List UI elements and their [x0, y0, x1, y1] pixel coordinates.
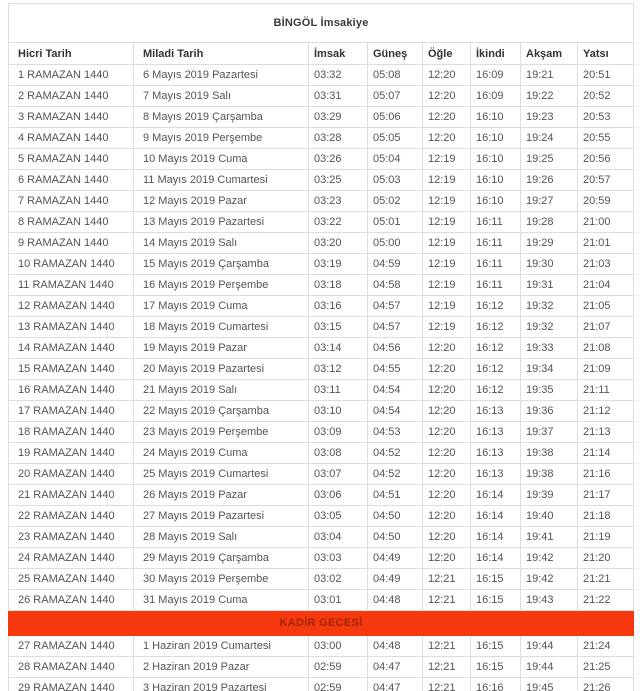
time-cell: 19:27 — [521, 191, 578, 212]
time-cell: 16:12 — [471, 317, 521, 338]
column-header-3: İmsak — [309, 43, 368, 65]
time-cell: 19:39 — [521, 485, 578, 506]
table-body — [9, 65, 634, 691]
time-cell: 12:20 — [423, 422, 471, 443]
time-cell: 05:06 — [368, 107, 423, 128]
time-cell: 21:22 — [578, 590, 634, 611]
time-cell: 19:25 — [521, 149, 578, 170]
miladi-date-cell: 26 Mayıs 2019 Pazar — [134, 485, 309, 506]
hicri-date-cell: 24 RAMAZAN 1440 — [9, 548, 134, 569]
imsakiye-page — [0, 3, 640, 691]
time-cell: 03:08 — [309, 443, 368, 464]
table-row — [9, 86, 634, 107]
time-cell: 04:54 — [368, 401, 423, 422]
time-cell: 04:56 — [368, 338, 423, 359]
time-cell: 16:11 — [471, 233, 521, 254]
time-cell: 16:14 — [471, 548, 521, 569]
table-row — [9, 569, 634, 590]
hicri-date-cell: 5 RAMAZAN 1440 — [9, 149, 134, 170]
table-row — [9, 149, 634, 170]
time-cell: 16:11 — [471, 212, 521, 233]
hicri-date-cell: 29 RAMAZAN 1440 — [9, 678, 134, 691]
time-cell: 21:00 — [578, 212, 634, 233]
hicri-date-cell: 23 RAMAZAN 1440 — [9, 527, 134, 548]
hicri-date-cell: 16 RAMAZAN 1440 — [9, 380, 134, 401]
time-cell: 19:34 — [521, 359, 578, 380]
miladi-date-cell: 13 Mayıs 2019 Pazartesi — [134, 212, 309, 233]
time-cell: 12:19 — [423, 296, 471, 317]
miladi-date-cell: 21 Mayıs 2019 Salı — [134, 380, 309, 401]
miladi-date-cell: 19 Mayıs 2019 Pazar — [134, 338, 309, 359]
time-cell: 03:18 — [309, 275, 368, 296]
kadir-gecesi-label: KADİR GECESİ — [9, 611, 634, 636]
table-row — [9, 678, 634, 691]
time-cell: 19:32 — [521, 317, 578, 338]
table-row — [9, 657, 634, 678]
time-cell: 03:05 — [309, 506, 368, 527]
table-row — [9, 107, 634, 128]
time-cell: 19:21 — [521, 65, 578, 86]
column-header-6: İkindi — [471, 43, 521, 65]
time-cell: 04:52 — [368, 443, 423, 464]
time-cell: 12:20 — [423, 65, 471, 86]
time-cell: 12:21 — [423, 636, 471, 657]
miladi-date-cell: 24 Mayıs 2019 Cuma — [134, 443, 309, 464]
time-cell: 12:20 — [423, 107, 471, 128]
time-cell: 12:20 — [423, 485, 471, 506]
time-cell: 12:20 — [423, 359, 471, 380]
time-cell: 16:10 — [471, 191, 521, 212]
time-cell: 03:10 — [309, 401, 368, 422]
table-row — [9, 590, 634, 611]
table-row — [9, 212, 634, 233]
hicri-date-cell: 3 RAMAZAN 1440 — [9, 107, 134, 128]
time-cell: 16:13 — [471, 401, 521, 422]
time-cell: 16:09 — [471, 86, 521, 107]
time-cell: 03:00 — [309, 636, 368, 657]
time-cell: 19:28 — [521, 212, 578, 233]
table-row — [9, 65, 634, 86]
time-cell: 16:10 — [471, 107, 521, 128]
time-cell: 02:59 — [309, 657, 368, 678]
time-cell: 21:07 — [578, 317, 634, 338]
hicri-date-cell: 8 RAMAZAN 1440 — [9, 212, 134, 233]
time-cell: 03:11 — [309, 380, 368, 401]
time-cell: 05:07 — [368, 86, 423, 107]
hicri-date-cell: 1 RAMAZAN 1440 — [9, 65, 134, 86]
time-cell: 19:41 — [521, 527, 578, 548]
time-cell: 12:20 — [423, 464, 471, 485]
hicri-date-cell: 12 RAMAZAN 1440 — [9, 296, 134, 317]
time-cell: 12:20 — [423, 338, 471, 359]
miladi-date-cell: 14 Mayıs 2019 Salı — [134, 233, 309, 254]
kadir-gecesi-banner-row — [9, 611, 634, 636]
hicri-date-cell: 4 RAMAZAN 1440 — [9, 128, 134, 149]
time-cell: 20:56 — [578, 149, 634, 170]
time-cell: 16:15 — [471, 657, 521, 678]
time-cell: 04:59 — [368, 254, 423, 275]
table-row — [9, 527, 634, 548]
time-cell: 12:19 — [423, 170, 471, 191]
miladi-date-cell: 3 Haziran 2019 Pazartesi — [134, 678, 309, 691]
hicri-date-cell: 6 RAMAZAN 1440 — [9, 170, 134, 191]
table-row — [9, 485, 634, 506]
time-cell: 16:15 — [471, 636, 521, 657]
time-cell: 21:25 — [578, 657, 634, 678]
time-cell: 19:42 — [521, 569, 578, 590]
table-row — [9, 636, 634, 657]
table-row — [9, 233, 634, 254]
time-cell: 12:21 — [423, 569, 471, 590]
time-cell: 16:13 — [471, 443, 521, 464]
time-cell: 21:11 — [578, 380, 634, 401]
miladi-date-cell: 12 Mayıs 2019 Pazar — [134, 191, 309, 212]
time-cell: 21:12 — [578, 401, 634, 422]
table-row — [9, 422, 634, 443]
time-cell: 12:19 — [423, 254, 471, 275]
time-cell: 21:01 — [578, 233, 634, 254]
time-cell: 04:51 — [368, 485, 423, 506]
hicri-date-cell: 17 RAMAZAN 1440 — [9, 401, 134, 422]
time-cell: 04:53 — [368, 422, 423, 443]
time-cell: 03:02 — [309, 569, 368, 590]
time-cell: 04:57 — [368, 296, 423, 317]
time-cell: 16:13 — [471, 464, 521, 485]
time-cell: 03:25 — [309, 170, 368, 191]
time-cell: 21:20 — [578, 548, 634, 569]
hicri-date-cell: 15 RAMAZAN 1440 — [9, 359, 134, 380]
time-cell: 03:16 — [309, 296, 368, 317]
time-cell: 05:01 — [368, 212, 423, 233]
time-cell: 03:28 — [309, 128, 368, 149]
miladi-date-cell: 27 Mayıs 2019 Pazartesi — [134, 506, 309, 527]
time-cell: 16:15 — [471, 569, 521, 590]
time-cell: 16:10 — [471, 170, 521, 191]
time-cell: 20:51 — [578, 65, 634, 86]
time-cell: 03:14 — [309, 338, 368, 359]
time-cell: 19:24 — [521, 128, 578, 149]
hicri-date-cell: 7 RAMAZAN 1440 — [9, 191, 134, 212]
miladi-date-cell: 17 Mayıs 2019 Cuma — [134, 296, 309, 317]
miladi-date-cell: 20 Mayıs 2019 Pazartesi — [134, 359, 309, 380]
time-cell: 04:50 — [368, 506, 423, 527]
time-cell: 21:21 — [578, 569, 634, 590]
table-row — [9, 275, 634, 296]
time-cell: 19:38 — [521, 464, 578, 485]
column-header-4: Güneş — [368, 43, 423, 65]
time-cell: 19:37 — [521, 422, 578, 443]
time-cell: 02:59 — [309, 678, 368, 691]
time-cell: 03:22 — [309, 212, 368, 233]
hicri-date-cell: 9 RAMAZAN 1440 — [9, 233, 134, 254]
hicri-date-cell: 2 RAMAZAN 1440 — [9, 86, 134, 107]
table-row — [9, 506, 634, 527]
table-row — [9, 401, 634, 422]
time-cell: 19:30 — [521, 254, 578, 275]
time-cell: 04:47 — [368, 657, 423, 678]
time-cell: 04:47 — [368, 678, 423, 691]
time-cell: 16:09 — [471, 65, 521, 86]
time-cell: 03:26 — [309, 149, 368, 170]
time-cell: 12:19 — [423, 233, 471, 254]
hicri-date-cell: 10 RAMAZAN 1440 — [9, 254, 134, 275]
time-cell: 16:16 — [471, 678, 521, 691]
time-cell: 21:26 — [578, 678, 634, 691]
time-cell: 19:42 — [521, 548, 578, 569]
time-cell: 19:38 — [521, 443, 578, 464]
hicri-date-cell: 11 RAMAZAN 1440 — [9, 275, 134, 296]
time-cell: 21:13 — [578, 422, 634, 443]
time-cell: 16:12 — [471, 359, 521, 380]
time-cell: 16:13 — [471, 422, 521, 443]
time-cell: 03:12 — [309, 359, 368, 380]
column-header-8: Yatsı — [578, 43, 634, 65]
hicri-date-cell: 13 RAMAZAN 1440 — [9, 317, 134, 338]
hicri-date-cell: 28 RAMAZAN 1440 — [9, 657, 134, 678]
time-cell: 21:16 — [578, 464, 634, 485]
time-cell: 19:45 — [521, 678, 578, 691]
time-cell: 16:14 — [471, 527, 521, 548]
miladi-date-cell: 11 Mayıs 2019 Cumartesi — [134, 170, 309, 191]
time-cell: 04:54 — [368, 380, 423, 401]
time-cell: 12:19 — [423, 212, 471, 233]
time-cell: 21:17 — [578, 485, 634, 506]
time-cell: 20:53 — [578, 107, 634, 128]
miladi-date-cell: 22 Mayıs 2019 Çarşamba — [134, 401, 309, 422]
time-cell: 16:12 — [471, 296, 521, 317]
time-cell: 03:01 — [309, 590, 368, 611]
time-cell: 19:35 — [521, 380, 578, 401]
time-cell: 16:10 — [471, 149, 521, 170]
time-cell: 16:14 — [471, 506, 521, 527]
miladi-date-cell: 2 Haziran 2019 Pazar — [134, 657, 309, 678]
time-cell: 03:03 — [309, 548, 368, 569]
table-row — [9, 359, 634, 380]
table-row — [9, 464, 634, 485]
miladi-date-cell: 10 Mayıs 2019 Cuma — [134, 149, 309, 170]
hicri-date-cell: 21 RAMAZAN 1440 — [9, 485, 134, 506]
miladi-date-cell: 7 Mayıs 2019 Salı — [134, 86, 309, 107]
hicri-date-cell: 25 RAMAZAN 1440 — [9, 569, 134, 590]
time-cell: 20:59 — [578, 191, 634, 212]
time-cell: 12:21 — [423, 590, 471, 611]
hicri-date-cell: 20 RAMAZAN 1440 — [9, 464, 134, 485]
time-cell: 19:36 — [521, 401, 578, 422]
time-cell: 19:44 — [521, 636, 578, 657]
miladi-date-cell: 28 Mayıs 2019 Salı — [134, 527, 309, 548]
time-cell: 21:05 — [578, 296, 634, 317]
time-cell: 03:19 — [309, 254, 368, 275]
time-cell: 16:12 — [471, 380, 521, 401]
column-header-7: Akşam — [521, 43, 578, 65]
miladi-date-cell: 16 Mayıs 2019 Perşembe — [134, 275, 309, 296]
imsakiye-table — [8, 3, 634, 691]
time-cell: 19:23 — [521, 107, 578, 128]
time-cell: 04:55 — [368, 359, 423, 380]
hicri-date-cell: 22 RAMAZAN 1440 — [9, 506, 134, 527]
time-cell: 05:08 — [368, 65, 423, 86]
time-cell: 12:20 — [423, 443, 471, 464]
time-cell: 21:08 — [578, 338, 634, 359]
time-cell: 12:20 — [423, 86, 471, 107]
miladi-date-cell: 15 Mayıs 2019 Çarşamba — [134, 254, 309, 275]
time-cell: 03:09 — [309, 422, 368, 443]
time-cell: 16:12 — [471, 338, 521, 359]
time-cell: 12:21 — [423, 678, 471, 691]
table-row — [9, 443, 634, 464]
time-cell: 05:02 — [368, 191, 423, 212]
time-cell: 19:32 — [521, 296, 578, 317]
time-cell: 04:49 — [368, 548, 423, 569]
time-cell: 03:20 — [309, 233, 368, 254]
table-row — [9, 548, 634, 569]
time-cell: 05:05 — [368, 128, 423, 149]
time-cell: 21:03 — [578, 254, 634, 275]
table-row — [9, 317, 634, 338]
table-row — [9, 380, 634, 401]
miladi-date-cell: 23 Mayıs 2019 Perşembe — [134, 422, 309, 443]
miladi-date-cell: 30 Mayıs 2019 Perşembe — [134, 569, 309, 590]
time-cell: 21:19 — [578, 527, 634, 548]
time-cell: 04:57 — [368, 317, 423, 338]
time-cell: 19:43 — [521, 590, 578, 611]
miladi-date-cell: 18 Mayıs 2019 Cumartesi — [134, 317, 309, 338]
column-header-row — [9, 43, 634, 65]
right-edge-clipped-content — [636, 43, 640, 691]
hicri-date-cell: 27 RAMAZAN 1440 — [9, 636, 134, 657]
time-cell: 19:31 — [521, 275, 578, 296]
time-cell: 03:29 — [309, 107, 368, 128]
time-cell: 03:06 — [309, 485, 368, 506]
time-cell: 05:03 — [368, 170, 423, 191]
time-cell: 12:20 — [423, 380, 471, 401]
miladi-date-cell: 31 Mayıs 2019 Cuma — [134, 590, 309, 611]
time-cell: 21:18 — [578, 506, 634, 527]
time-cell: 21:04 — [578, 275, 634, 296]
time-cell: 19:26 — [521, 170, 578, 191]
time-cell: 12:20 — [423, 548, 471, 569]
time-cell: 16:11 — [471, 275, 521, 296]
time-cell: 16:11 — [471, 254, 521, 275]
time-cell: 19:22 — [521, 86, 578, 107]
time-cell: 05:04 — [368, 149, 423, 170]
time-cell: 05:00 — [368, 233, 423, 254]
hicri-date-cell: 14 RAMAZAN 1440 — [9, 338, 134, 359]
time-cell: 21:24 — [578, 636, 634, 657]
miladi-date-cell: 25 Mayıs 2019 Cumartesi — [134, 464, 309, 485]
table-row — [9, 128, 634, 149]
time-cell: 16:15 — [471, 590, 521, 611]
time-cell: 04:50 — [368, 527, 423, 548]
time-cell: 21:14 — [578, 443, 634, 464]
time-cell: 21:09 — [578, 359, 634, 380]
miladi-date-cell: 9 Mayıs 2019 Perşembe — [134, 128, 309, 149]
time-cell: 12:19 — [423, 275, 471, 296]
miladi-date-cell: 1 Haziran 2019 Cumartesi — [134, 636, 309, 657]
table-row — [9, 254, 634, 275]
time-cell: 04:48 — [368, 636, 423, 657]
time-cell: 19:33 — [521, 338, 578, 359]
time-cell: 12:20 — [423, 527, 471, 548]
time-cell: 20:55 — [578, 128, 634, 149]
hicri-date-cell: 18 RAMAZAN 1440 — [9, 422, 134, 443]
time-cell: 03:23 — [309, 191, 368, 212]
time-cell: 12:20 — [423, 506, 471, 527]
time-cell: 03:07 — [309, 464, 368, 485]
time-cell: 16:14 — [471, 485, 521, 506]
time-cell: 04:48 — [368, 590, 423, 611]
column-header-5: Öğle — [423, 43, 471, 65]
time-cell: 12:20 — [423, 401, 471, 422]
time-cell: 12:21 — [423, 657, 471, 678]
time-cell: 12:19 — [423, 317, 471, 338]
table-row — [9, 191, 634, 212]
time-cell: 12:19 — [423, 149, 471, 170]
time-cell: 04:52 — [368, 464, 423, 485]
table-row — [9, 170, 634, 191]
time-cell: 19:40 — [521, 506, 578, 527]
table-row — [9, 338, 634, 359]
time-cell: 19:44 — [521, 657, 578, 678]
time-cell: 12:20 — [423, 128, 471, 149]
time-cell: 12:19 — [423, 191, 471, 212]
time-cell: 20:52 — [578, 86, 634, 107]
table-row — [9, 296, 634, 317]
time-cell: 20:57 — [578, 170, 634, 191]
time-cell: 03:04 — [309, 527, 368, 548]
hicri-date-cell: 19 RAMAZAN 1440 — [9, 443, 134, 464]
miladi-date-cell: 6 Mayıs 2019 Pazartesi — [134, 65, 309, 86]
time-cell: 03:31 — [309, 86, 368, 107]
page-title: BİNGÖL İmsakiye — [9, 4, 634, 43]
column-header-2: Miladi Tarih — [134, 43, 309, 65]
time-cell: 03:15 — [309, 317, 368, 338]
miladi-date-cell: 29 Mayıs 2019 Çarşamba — [134, 548, 309, 569]
time-cell: 03:32 — [309, 65, 368, 86]
miladi-date-cell: 8 Mayıs 2019 Çarşamba — [134, 107, 309, 128]
title-row — [9, 4, 634, 43]
time-cell: 04:49 — [368, 569, 423, 590]
time-cell: 04:58 — [368, 275, 423, 296]
time-cell: 19:29 — [521, 233, 578, 254]
time-cell: 16:10 — [471, 128, 521, 149]
column-header-1: Hicri Tarih — [9, 43, 134, 65]
hicri-date-cell: 26 RAMAZAN 1440 — [9, 590, 134, 611]
